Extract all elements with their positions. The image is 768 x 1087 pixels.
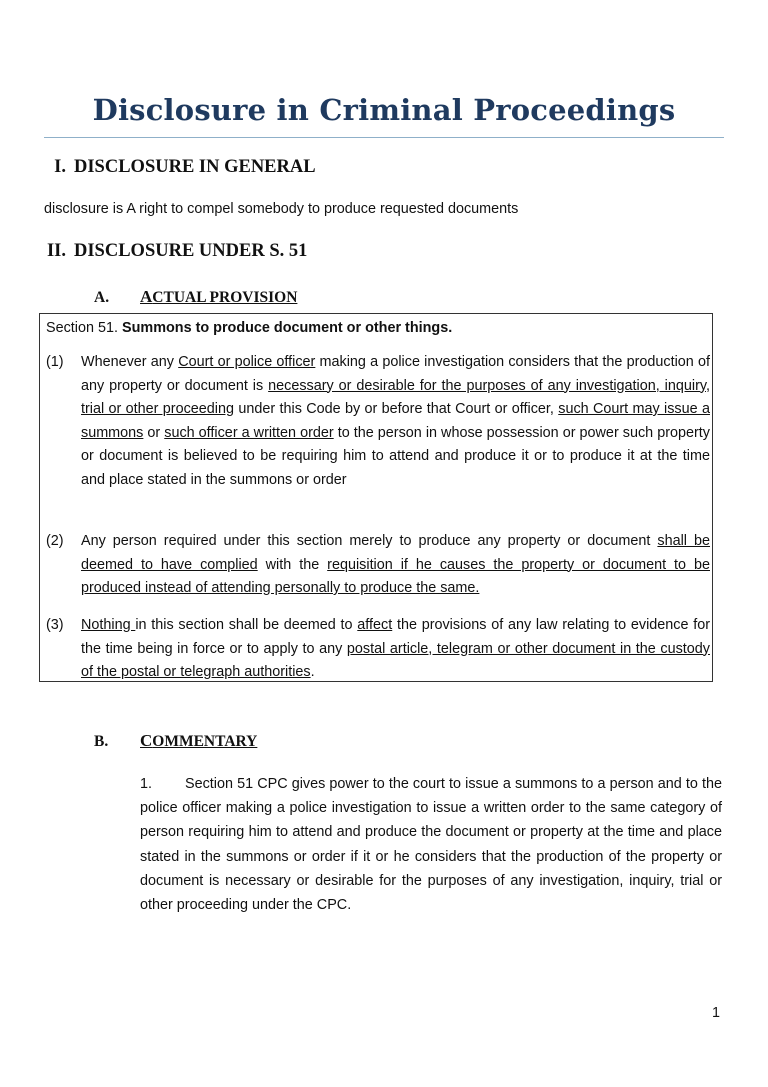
clause-2 — [46, 530, 710, 601]
section-title: DISCLOSURE UNDER S. 51 — [74, 241, 308, 261]
provision-box — [39, 313, 713, 682]
title-rule — [44, 137, 724, 138]
section-heading-2 — [38, 241, 307, 262]
provision-heading — [46, 320, 452, 336]
clause-number: (2) — [46, 533, 64, 549]
provision-title: Summons to produce document or other things. — [122, 320, 453, 336]
clause-text: Nothing in this section shall be deemed to affect the provisions of any law relating to evidence for the time being in force or to apply to any postal article, telegram or other document in the custody of the postal or telegraph authorities. — [81, 617, 710, 680]
subsection-letter: B. — [94, 733, 109, 750]
paragraph-text: Section 51 CPC gives power to the court to issue a summons to a person and to the police officer making a police investigation to issue a written order to the same category of person requiring him to attend and produce the document or property at the time and place stated in the summons or order if it or he considers that the production of the property or document is necessary or desirable for the purposes of any investigation, inquiry, trial or other proceeding under the CPC. — [140, 776, 722, 914]
clause-number: (1) — [46, 354, 64, 370]
paragraph-number: 1. — [140, 776, 153, 792]
subsection-heading-b — [94, 731, 257, 751]
clause-text: Whenever any Court or police officer making a police investigation considers that the production of any property or document is necessary or desirable for the purposes of any investigation, inquiry, trial or other proceeding under this Code by or before that Court or officer, such Court may issue a summons or such officer a written order to the person in whose possession or power such property or document is believed to be requiring him to attend and produce it or to produce it at the time and place stated in the summons or order — [81, 354, 710, 488]
subsection-title: ACTUAL PROVISION — [140, 287, 298, 306]
clause-number: (3) — [46, 617, 64, 633]
section-number: I. — [54, 157, 66, 177]
section-number: II. — [46, 241, 66, 261]
section-title: DISCLOSURE IN GENERAL — [74, 157, 316, 177]
section-heading-1 — [38, 157, 316, 178]
section-1-text: disclosure is A right to compel somebody to produce requested documents — [44, 201, 519, 217]
subsection-heading-a — [94, 287, 297, 307]
subsection-letter: A. — [94, 289, 110, 306]
page-number: 1 — [711, 1005, 720, 1021]
subsection-title: COMMENTARY — [140, 731, 258, 750]
commentary-paragraph — [140, 772, 722, 917]
clause-3 — [46, 614, 710, 685]
clause-1 — [46, 351, 710, 492]
document-title: Disclosure in Criminal Proceedings — [92, 93, 676, 127]
provision-label: Section 51. — [46, 320, 119, 336]
clause-text: Any person required under this section merely to produce any property or document shall be deemed to have complied with the requisition if he causes the property or document to be produced instead of attending personally to produce the same. — [81, 533, 710, 596]
